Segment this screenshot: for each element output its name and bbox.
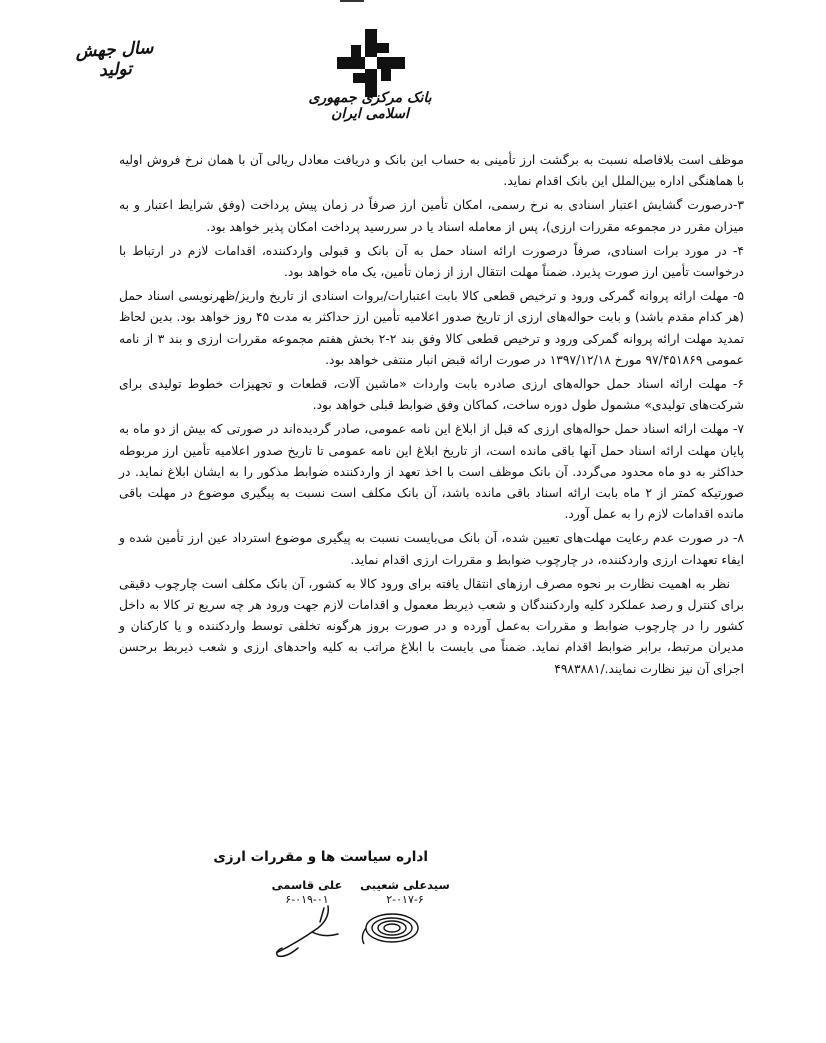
body-paragraph-8: ۸- در صورت عدم رعایت مهلت‌های تعیین شده، آن بانک می‌بایست نسبت به پیگیری موضوع استرداد عین ارز تأمین شده و ایفاء تعهدات ارزی واردکننده، در چارچوب ضوابط و مقررات ارزی اقدام نماید.: [119, 531, 744, 567]
body-paragraph-4: ۴- در مورد برات اسنادی، صرفاً درصورت ارائه اسناد حمل به آن بانک و قبولی واردکننده، اقدامات لازم در ارتباط با درخواست تأمین ارز صورت پذیرد. ضمناً مهلت انتقال ارز از زمان تأمین، یک ماه خواهد بود.: [119, 243, 744, 280]
year-slogan: سال جهش تولید: [75, 37, 154, 81]
signer-name: سیدعلی شعیبی: [360, 878, 450, 892]
body-paragraph-5: ۵- مهلت ارائه پروانه گمرکی ورود و ترخیص قطعی کالا بابت اعتبارات/بروات اسنادی از تاریخ واریز/ظهرنویسی اسناد حمل (هر کدام مقدم باشد) و بابت حواله‌های ارزی از تاریخ صدور اعلامیه تأمین ارز حداکثر به مدت ۴۵ روز خواهد بود. بدین لحاظ تمدید مهلت ارائه پروانه گمرکی ورود و ترخیص قطعی کالا وفق بند ۲-۲ بخش هفتم مجموعه مقررات ارزی و بند ۳ از نامه عمومی ۹۷/۴۵۱۸۶۹ مورخ ۱۳۹۷/۱۲/۱۸ در صورت ارائه قبض انبار منتفی خواهد بود.: [119, 289, 745, 367]
spiral-signature-icon: [358, 906, 422, 950]
signer-code: ۲-۰۱۷-۶: [386, 893, 424, 906]
body-paragraph-3: ۳-درصورت گشایش اعتبار اسنادی به نرخ رسمی، امکان تأمین ارز صرفاً در زمان پیش پرداخت (وفق شرایط اعتبار و به میزان مقرر در مجموعه مقررات ارزی)، پس از معامله اسناد یا در سررسید پرداخت امکان پذیر خواهد بود.: [119, 198, 744, 234]
signer-name: علی قاسمی: [271, 878, 343, 892]
bank-name: بانک مرکزی جمهوری اسلامی ایران: [308, 90, 432, 122]
department-name: اداره سیاست ها و مقررات ارزی: [213, 849, 428, 865]
body-paragraph-continuation: موظف است بلافاصله نسبت به برگشت ارز تأمینی به حساب این بانک و دریافت معادل ریالی آن با همان نرخ فروش اولیه با هماهنگی اداره بین‌الملل این بانک اقدام نماید.: [119, 153, 744, 189]
cbi-emblem-icon: [334, 26, 408, 100]
body-paragraph-7: ۷- مهلت ارائه اسناد حمل حواله‌های ارزی که قبل از ابلاغ این نامه عمومی، صادر گردیده‌اند در صورتی که بیش از دو ماه به پایان مهلت ارائه اسناد حمل آنها باقی مانده است، از تاریخ ابلاغ این نامه عمومی تا تاریخ صدور اعلامیه تأمین ارز مربوطه حداکثر به دو ماه محدود می‌گردد. آن بانک موظف است با اخذ تعهد از واردکننده ضوابط مذکور را به ایشان ابلاغ نماید. در صورتیکه کمتر از ۲ ماه بابت ارائه اسناد باقی مانده باشد، آن بانک مکلف است نسبت به پیگیری موضوع در مهلت باقی مانده اقدامات لازم را به عمل آورد.: [119, 422, 744, 522]
top-edge-mark: [340, 0, 364, 2]
body-paragraph-6: ۶- مهلت ارائه اسناد حمل حواله‌های ارزی صادره بابت واردات «ماشین آلات، قطعات و تجهیزات خطوط تولیدی برای شرکت‌های تولیدی» مشمول طول دوره ساخت، کماکان وفق ضوابط قبلی خواهد بود.: [119, 377, 744, 413]
signer-shoaibi: [360, 878, 450, 906]
stroke-signature-icon: [268, 898, 348, 958]
letter-body: [119, 150, 744, 683]
closing-paragraph: نظر به اهمیت نظارت بر نحوه مصرف ارزهای انتقال یافته برای ورود کالا به کشور، آن بانک مکلف است چارچوب دقیقی برای کنترل و رصد عملکرد کلیه واردکنندگان و شعب ذیربط معمول و اقدامات لازم جهت ورود هر چه سریع تر کالا به داخل کشور را در چارچوب ضوابط و مقررات به‌عمل آورده و در صورت بروز هرگونه تخلفی توسط واردکننده و یا کارکنان و مدیران مرتبط، برابر ضوابط اقدام نماید. ضمناً می بایست با ابلاغ مراتب به کلیه واحدهای ارزی و شعب ذیربط برحسن اجرای آن نیز نظارت نمایند./۴۹۸۳۸۸۱: [119, 576, 744, 676]
signer-code: ۶-۰۱۹-۰۱: [285, 893, 329, 906]
